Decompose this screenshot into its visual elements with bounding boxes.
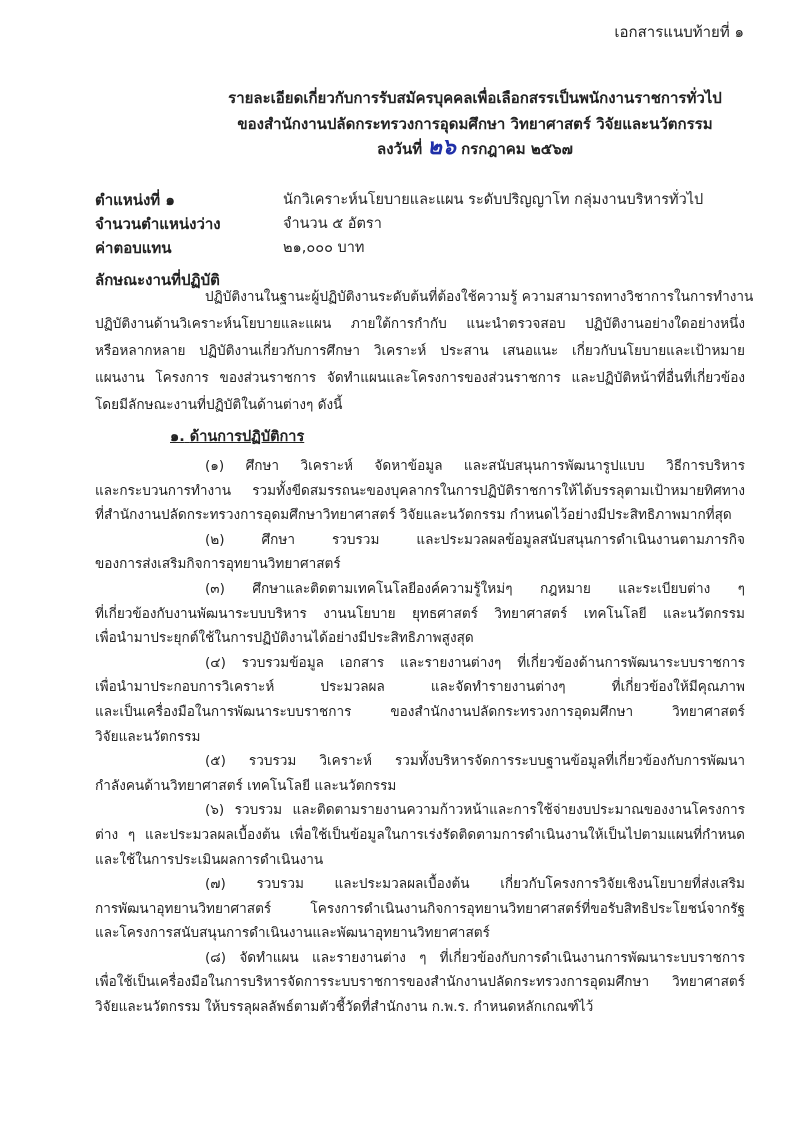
duty-item-4: [95, 651, 745, 749]
duty-line: (๘) จัดทำแผน และรายงานต่าง ๆ ที่เกี่ยวข้องกับการดำเนินงานการพัฒนาระบบราชการ: [205, 949, 745, 966]
duty-line: วิจัยและนวัตกรรม: [95, 728, 201, 745]
duty-item-6: [95, 798, 745, 872]
date-day: ๒๖: [427, 135, 456, 160]
duties-heading: ลักษณะงานที่ปฏิบัติ: [95, 271, 220, 289]
section-title: ด้านการปฏิบัติการ: [189, 429, 305, 445]
duty-line: (๖) รวบรวม และติดตามรายงานความก้าวหน้าและการใช้จ่ายงบประมาณของงานโครงการ: [205, 802, 745, 819]
section-number: ๑.: [170, 429, 185, 445]
duty-item-5: [95, 749, 745, 798]
date-month-year: กรกฎาคม ๒๕๖๗: [461, 140, 573, 158]
duty-line: (๗) รวบรวม และประมวลผลเบื้องต้น เกี่ยวกับโครงการวิจัยเชิงนโยบายที่ส่งเสริม: [205, 876, 745, 893]
duty-line: และใช้ในการประเมินผลการดำเนินงาน: [95, 851, 324, 868]
intro-line: แผนงาน โครงการ ของส่วนราชการ จัดทำแผนและโครงการของส่วนราชการ และปฏิบัติหน้าที่อื่นที่เกี่ยวข้อง: [95, 370, 745, 386]
duty-item-3: [95, 577, 745, 651]
salary-value: ๒๑,๐๐๐ บาท: [283, 240, 365, 256]
intro-paragraph: [95, 284, 754, 419]
section-heading: [95, 420, 745, 454]
duty-item-2: [95, 528, 745, 577]
document-title-line-1: รายละเอียดเกี่ยวกับการรับสมัครบุคคลเพื่อเลือกสรรเป็นพนักงานราชการทั่วไป: [228, 89, 722, 107]
vacancies-value: จำนวน ๕ อัตรา: [283, 216, 382, 232]
intro-line: โดยมีลักษณะงานที่ปฏิบัติในด้านต่างๆ ดังนี้: [95, 397, 343, 413]
date-prefix: ลงวันที่: [377, 140, 423, 158]
document-title-line-2: ของสำนักงานปลัดกระทรวงการอุดมศึกษา วิทยาศาสตร์ วิจัยและนวัตกรรม: [237, 115, 713, 133]
duty-line: (๔) รวบรวมข้อมูล เอกสาร และรายงานต่างๆ ที่เกี่ยวข้องด้านการพัฒนาระบบราชการ: [205, 654, 745, 671]
duty-line: กำลังคนด้านวิทยาศาสตร์ เทคโนโลยี และนวัตกรรม: [95, 777, 397, 794]
duty-line: (๓) ศึกษาและติดตามเทคโนโลยีองค์ความรู้ใหม่ๆ กฎหมาย และระเบียบต่าง ๆ: [205, 580, 745, 597]
section-operations: [95, 420, 745, 1020]
duty-line: เพื่อใช้เป็นเครื่องมือในการบริหารจัดการระบบราชการของสำนักงานปลัดกระทรวงการอุดมศึกษา วิทยาศาสตร์: [95, 974, 745, 991]
duty-line: ต่าง ๆ และประมวลผลเบื้องต้น เพื่อใช้เป็นข้อมูลในการเร่งรัดติดตามการดำเนินงานให้เป็นไปตามแผนที่กำหนด: [95, 826, 745, 843]
intro-line: หรือหลากหลาย ปฏิบัติงานเกี่ยวกับการศึกษา วิเคราะห์ ประสาน เสนอแนะ เกี่ยวกับนโยบายและเป้าหมาย: [95, 343, 745, 359]
position-value: นักวิเคราะห์นโยบายและแผน ระดับปริญญาโท กลุ่มงานบริหารทั่วไป: [283, 192, 704, 208]
duty-item-7: [95, 872, 745, 946]
duty-line: เพื่อนำมาประยุกต์ใช้ในการปฏิบัติงานได้อย่างมีประสิทธิภาพสูงสุด: [95, 630, 474, 647]
duty-line: (๒) ศึกษา รวบรวม และประมวลผลข้อมูลสนับสนุนการดำเนินงานตามภารกิจ: [205, 531, 745, 548]
duty-line: ที่เกี่ยวข้องกับงานพัฒนาระบบบริหาร งานนโยบาย ยุทธศาสตร์ วิทยาศาสตร์ เทคโนโลยี และนวัตกรรม: [95, 605, 745, 622]
duty-line: และโครงการสนับสนุนการดำเนินงานและพัฒนาอุทยานวิทยาศาสตร์: [95, 925, 490, 942]
intro-line: ปฏิบัติงานด้านวิเคราะห์นโยบายและแผน ภายใต้การกำกับ แนะนำตรวจสอบ ปฏิบัติงานอย่างใดอย่างหนึ่ง: [95, 316, 745, 332]
duty-line: (๑) ศึกษา วิเคราะห์ จัดหาข้อมูล และสนับสนุนการพัฒนารูปแบบ วิธีการบริหาร: [205, 458, 745, 474]
duty-line: การพัฒนาอุทยานวิทยาศาสตร์ โครงการดำเนินงานกิจการอุทยานวิทยาศาสตร์ที่ขอรับสิทธิประโยชน์จากรัฐ: [95, 900, 745, 917]
duty-line: และกระบวนการทำงาน รวมทั้งขีดสมรรถนะของบุคลากรในการปฏิบัติราชการให้ได้บรรลุตามเป้าหมายทิศทาง: [95, 482, 745, 499]
intro-line: ปฏิบัติงานในฐานะผู้ปฏิบัติงานระดับต้นที่ต้องใช้ความรู้ ความสามารถทางวิชาการในการทำงาน: [205, 289, 754, 305]
duty-line: วิจัยและนวัตกรรม ให้บรรลุผลลัพธ์ตามตัวชี้วัดที่สำนักงาน ก.พ.ร. กำหนดหลักเกณฑ์ไว้: [95, 999, 594, 1016]
vacancies-label: จำนวนตำแหน่งว่าง: [95, 215, 221, 233]
annex-label: เอกสารแนบท้ายที่ ๑: [614, 23, 744, 41]
duty-line: และเป็นเครื่องมือในการพัฒนาระบบราชการ ของสำนักงานปลัดกระทรวงการอุดมศึกษา วิทยาศาสตร์: [95, 703, 745, 720]
duty-item-8: [95, 946, 745, 1020]
duty-item-1: [95, 454, 745, 528]
position-label: ตำแหน่งที่ ๑: [95, 191, 175, 209]
duty-line: ของการส่งเสริมกิจการอุทยานวิทยาศาสตร์: [95, 556, 341, 573]
duty-line: (๕) รวบรวม วิเคราะห์ รวมทั้งบริหารจัดการระบบฐานข้อมูลที่เกี่ยวข้องกับการพัฒนา: [205, 753, 745, 770]
document-date: [95, 133, 800, 164]
duty-line: ที่สำนักงานปลัดกระทรวงการอุดมศึกษาวิทยาศาสตร์ วิจัยและนวัตกรรม กำหนดไว้อย่างมีประสิทธิภาพมากที่สุด: [95, 507, 732, 524]
salary-label: ค่าตอบแทน: [95, 239, 172, 257]
duty-line: เพื่อนำมาประกอบการวิเคราะห์ ประมวลผล และจัดทำรายงานต่างๆ ที่เกี่ยวข้องให้มีคุณภาพ: [95, 679, 745, 696]
